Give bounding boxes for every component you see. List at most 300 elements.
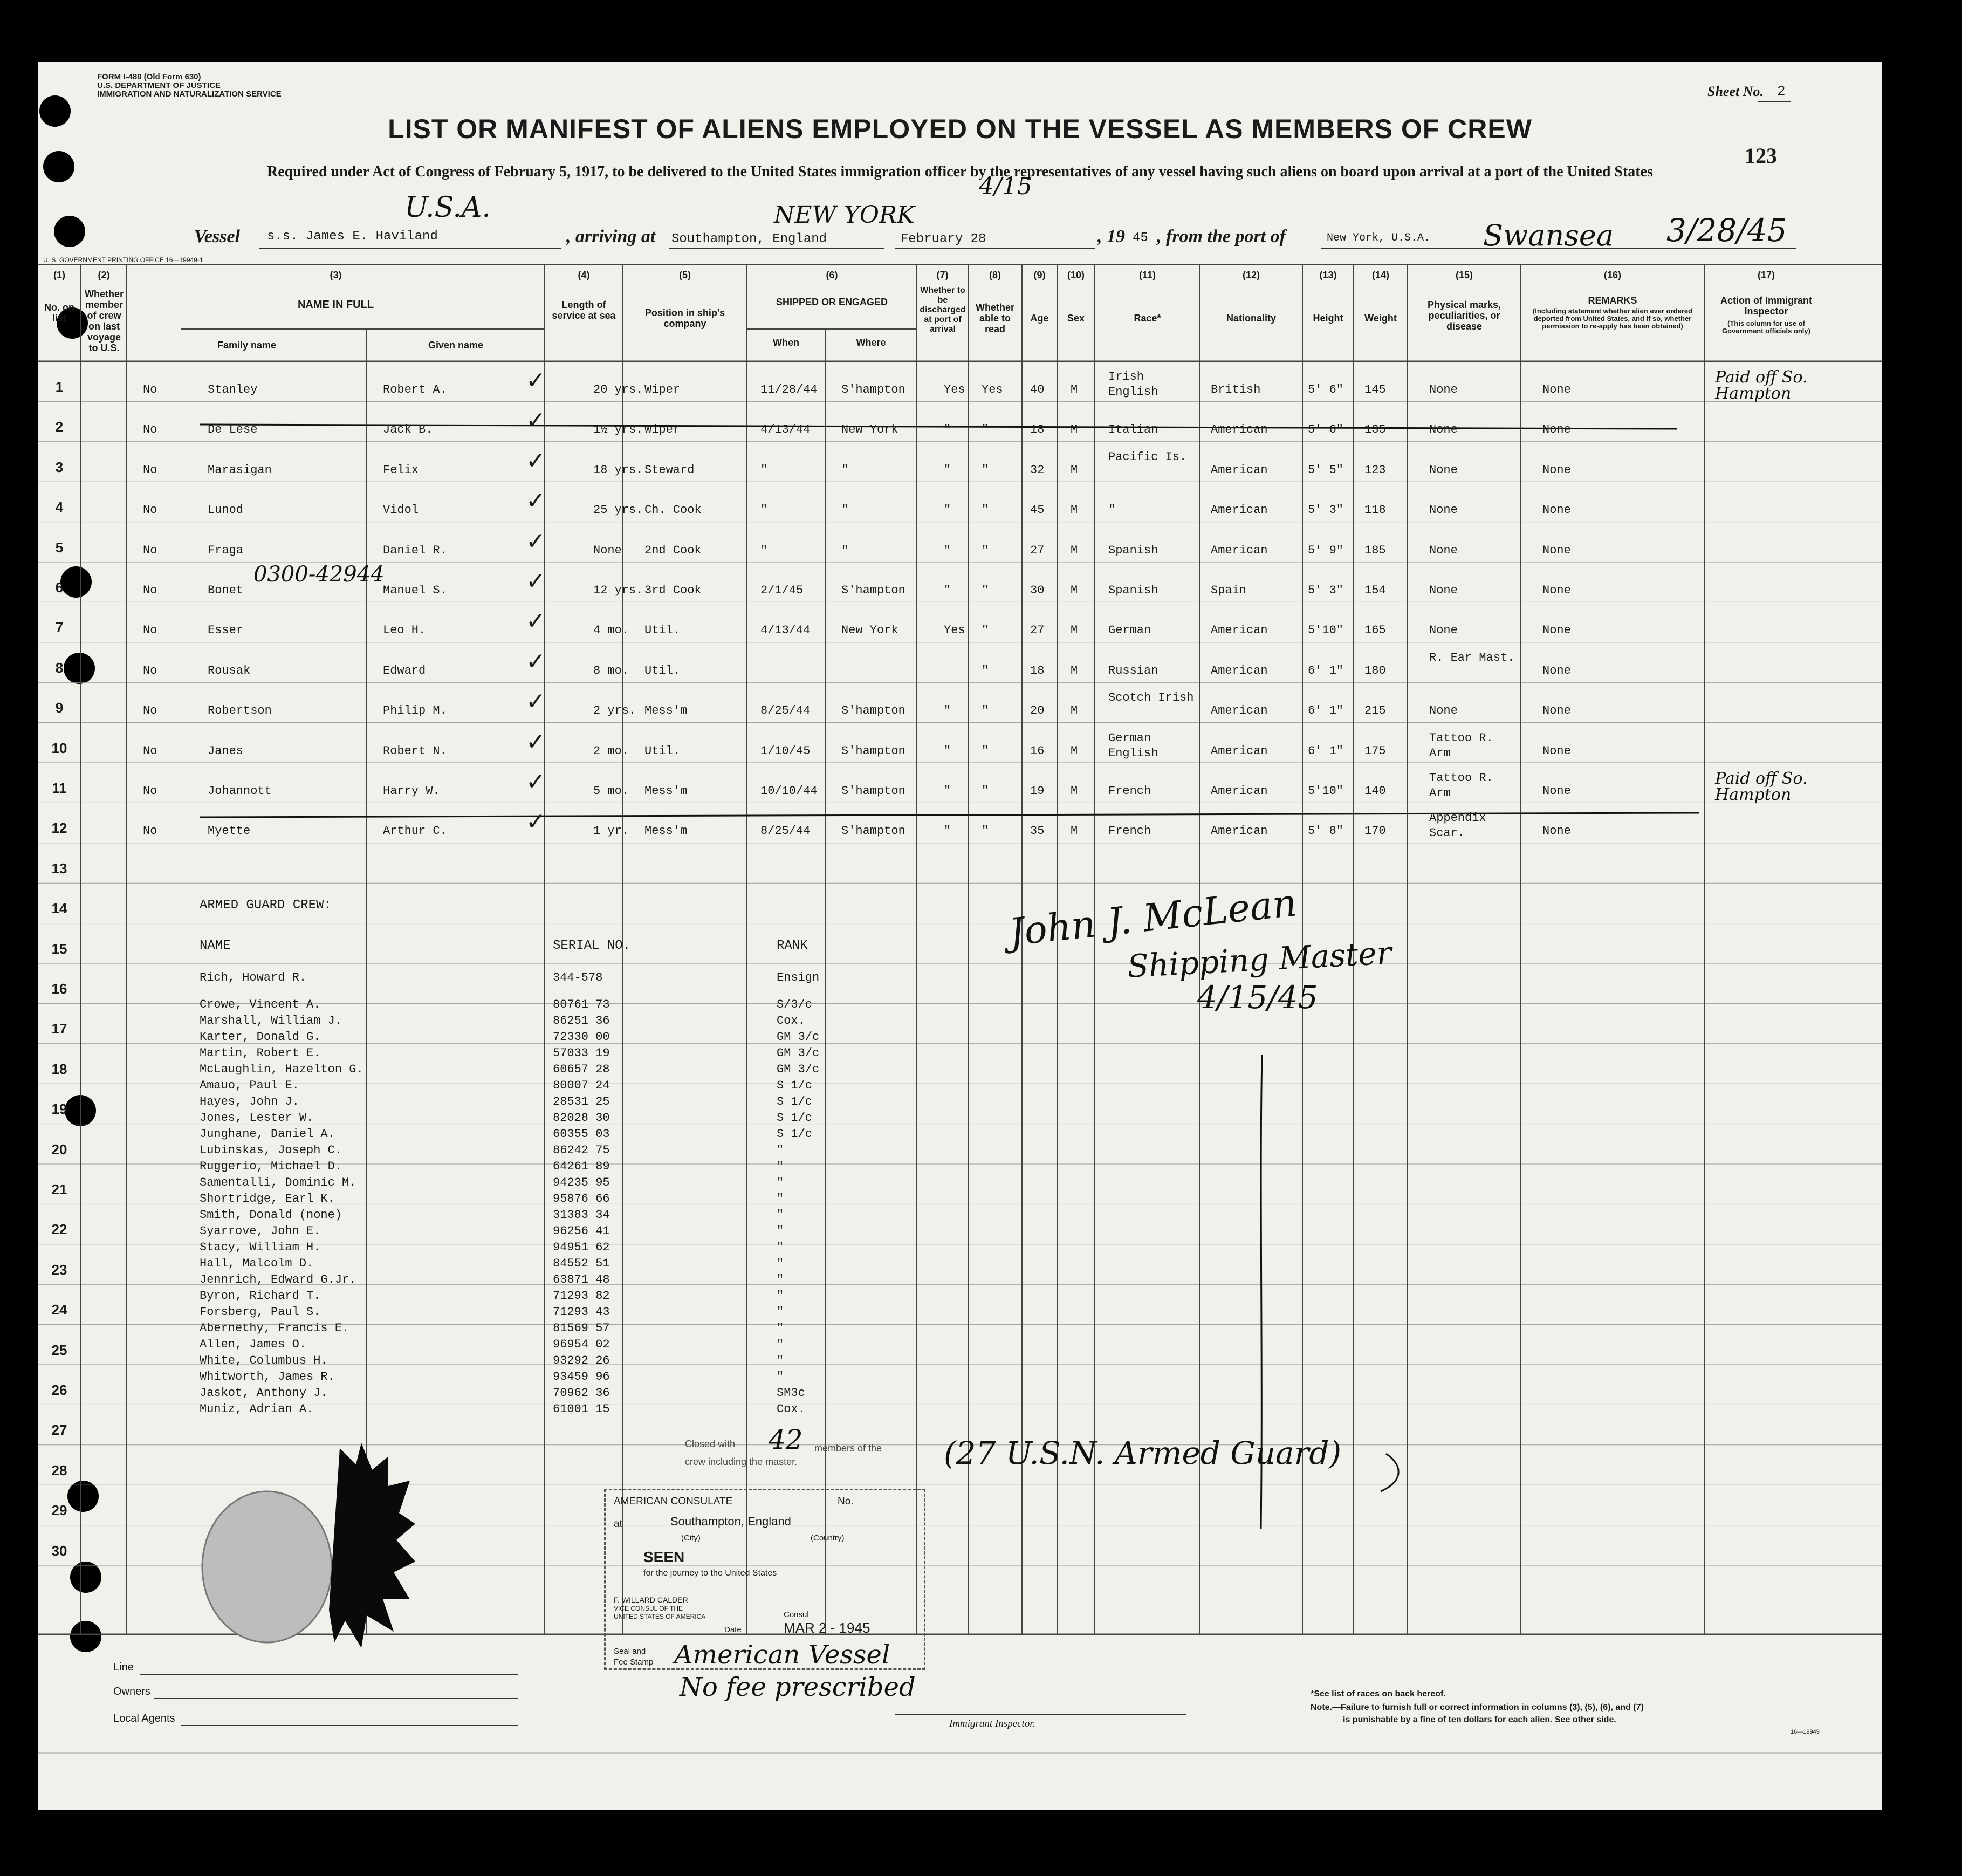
guard-serial: 72330 00 [553,1030,610,1044]
crew-nationality: American [1211,543,1268,557]
guard-serial: 71293 82 [553,1289,610,1303]
usa-handwritten: U.S.A. [404,191,491,224]
crew-age: 19 [1030,784,1045,798]
row-number: 3 [55,458,64,475]
check-mark: ✓ [526,527,546,555]
crew-weight: 215 [1364,704,1386,718]
guard-name: Muniz, Adrian A. [200,1402,314,1416]
crew-height: 5'10" [1308,784,1344,798]
crew-height: 5' 6" [1308,383,1344,396]
closed-count: 42 [769,1424,803,1455]
crew-discharge: " [944,784,951,798]
guard-name: Hall, Malcolm D. [200,1257,314,1270]
crew-given-name: Arthur C. [383,824,447,838]
crew-service-length: 25 yrs. [593,503,643,517]
col-header-action-note: (This column for use of Government officials only) [1722,319,1810,335]
crew-able-to-read: " [982,624,989,638]
crew-family-name: Rousak [208,663,251,677]
col-header-remarks: REMARKS [1588,295,1637,306]
crew-shipped-where: S'hampton [841,383,905,396]
guard-name: Junghane, Daniel A. [200,1127,335,1141]
guard-serial: 94951 62 [553,1241,610,1254]
crew-family-name: Janes [208,744,244,758]
crew-age: 32 [1030,463,1045,477]
crew-weight: 175 [1364,744,1386,758]
crew-physical-marks: Tattoo R. Arm [1429,771,1493,800]
crew-remarks: None [1542,663,1571,677]
guard-serial: 63871 48 [553,1273,610,1286]
row-number: 29 [51,1502,67,1519]
crew-nationality: British [1211,383,1261,396]
crew-physical-marks: None [1429,704,1458,718]
crew-given-name: Edward [383,663,426,677]
colnum-17: (17) [1757,270,1775,280]
crew-race: Russian [1108,663,1158,677]
crew-remarks: None [1542,463,1571,477]
guard-name: Shortridge, Earl K. [200,1192,335,1206]
check-mark: ✓ [526,567,546,595]
form-identifier: FORM I-480 (Old Form 630) U.S. DEPARTMENT OF JUSTICE IMMIGRATION AND NATURALIZATION SERVICE [97,72,282,99]
crew-able-to-read: " [982,663,989,677]
shipping-master-signature: John J. McLean [1007,880,1299,955]
consular-stamp: AMERICAN CONSULATE No. at Southampton, England (City) (Country) SEEN for the journey to the United States F. WILLARD CALDER VICE CONSUL OF THE UNITED STATES OF AMERICA Consul Date MAR 2 - 1945 Seal and Fee Stamp [604,1489,925,1670]
crew-service-length: 20 yrs. [593,383,643,396]
crew-shipped-where: S'hampton [841,824,905,838]
crew-prev-voyage: No [143,584,157,597]
crew-able-to-read: " [982,423,989,437]
guard-serial: 86242 75 [553,1144,610,1157]
crew-physical-marks: None [1429,383,1458,396]
crew-physical-marks: Tattoo R. Arm [1429,731,1493,760]
col-header-when: When [773,337,799,348]
crew-nationality: American [1211,784,1268,798]
crew-discharge: " [944,463,951,477]
crew-sex: M [1071,784,1078,798]
crew-weight: 165 [1364,624,1386,638]
crew-shipped-when: 4/13/44 [760,423,811,437]
guard-name: Jaskot, Anthony J. [200,1386,328,1400]
colnum-3: (3) [330,270,342,280]
crew-sex: M [1071,383,1078,396]
check-mark: ✓ [526,367,546,394]
guard-rank: GM 3/c [777,1030,820,1044]
row-number: 14 [51,900,67,917]
colnum-14: (14) [1371,270,1389,280]
crew-remarks: None [1542,383,1571,396]
signature-date: 4/15/45 [1197,979,1318,1016]
crew-service-length: 12 yrs. [593,584,643,597]
guard-serial: 71293 43 [553,1305,610,1319]
crew-nationality: American [1211,463,1268,477]
crew-remarks: None [1542,624,1571,638]
row-number: 1 [55,379,64,395]
crew-sex: M [1071,824,1078,838]
row-number: 12 [51,820,67,837]
crew-physical-marks: None [1429,624,1458,638]
crew-discharge: Yes [944,624,965,638]
guard-serial: 96256 41 [553,1224,610,1238]
crew-weight: 180 [1364,663,1386,677]
crew-shipped-when: 1/10/45 [760,744,811,758]
guard-rank: " [777,1176,784,1189]
guard-rank: Cox. [777,1402,805,1416]
crew-shipped-when: " [760,543,768,557]
guard-name: Forsberg, Paul S. [200,1305,321,1319]
crew-able-to-read: " [982,744,989,758]
crew-position: Wiper [644,383,681,396]
guard-name: Allen, James O. [200,1338,307,1351]
crew-given-name: Robert A. [383,383,447,396]
crew-age: 20 [1030,704,1045,718]
crew-service-length: 8 mo. [593,663,629,677]
colnum-8: (8) [989,270,1001,280]
crew-discharge: " [944,584,951,597]
crew-height: 6' 1" [1308,704,1344,718]
guard-name: Lubinskas, Joseph C. [200,1144,342,1157]
colnum-4: (4) [578,270,590,280]
crew-prev-voyage: No [143,744,157,758]
crew-able-to-read: " [982,704,989,718]
crew-nationality: Spain [1211,584,1247,597]
colnum-5: (5) [679,270,691,280]
crew-family-name: Marasigan [208,463,272,477]
crew-position: Mess'm [644,784,688,798]
check-mark: ✓ [526,447,546,475]
guard-name: Marshall, William J. [200,1014,342,1028]
row-number: 25 [51,1341,67,1358]
guard-rank: S/3/c [777,998,813,1011]
col-header-read: Whether able to read [976,302,1014,334]
fee-handwritten-2: No fee prescribed [680,1672,916,1702]
crew-shipped-when: 4/13/44 [760,624,811,638]
crew-race: German English [1108,731,1158,760]
inspector-action: Paid off So. Hampton [1715,769,1808,804]
races-note: *See list of races on back hereof. [1311,1689,1446,1699]
guard-rank: Ensign [777,971,820,984]
crew-sex: M [1071,543,1078,557]
crew-given-name: Vidol [383,503,419,517]
check-mark: ✓ [526,407,546,435]
crew-shipped-when: 2/1/45 [760,584,804,597]
colnum-9: (9) [1033,270,1046,280]
guard-serial: 31383 34 [553,1208,610,1222]
crew-physical-marks: None [1429,463,1458,477]
crew-shipped-where: S'hampton [841,584,905,597]
crew-position: Steward [644,463,695,477]
armed-guard-serial-label: SERIAL NO. [553,939,631,953]
from-port: New York, U.S.A. [1327,232,1431,244]
crew-race: French [1108,824,1151,838]
inspector-action: Paid off So. Hampton [1715,368,1808,403]
colnum-1: (1) [53,270,65,280]
fine-note: Note.—Failure to furnish full or correct information in columns (3), (5), (6), and (7) [1311,1703,1644,1712]
crew-family-name: Robertson [208,704,272,718]
crew-position: Mess'm [644,704,688,718]
crew-discharge: " [944,503,951,517]
inspector-label: Immigrant Inspector. [949,1718,1035,1729]
crew-discharge: " [944,543,951,557]
guard-serial: 60657 28 [553,1063,610,1076]
colnum-6: (6) [826,270,838,280]
handwritten-date-top: 4/15 [979,173,1032,200]
crew-age: 27 [1030,624,1045,638]
row-number: 22 [51,1221,67,1238]
guard-rank: " [777,1322,784,1335]
crew-discharge: Yes [944,383,965,396]
guard-rank: " [777,1305,784,1319]
crew-height: 5'10" [1308,624,1344,638]
check-mark: ✓ [526,688,546,716]
closed-prefix: Closed with [685,1439,736,1449]
col-header-discharge: Whether to be discharged at port of arrival [920,286,966,334]
colnum-10: (10) [1067,270,1085,280]
guard-name: Amauo, Paul E. [200,1079,299,1092]
crew-service-length: 4 mo. [593,624,629,638]
row-number: 23 [51,1261,67,1278]
col-header-no: No. on list [44,302,74,324]
guard-name: Smith, Donald (none) [200,1208,342,1222]
crew-shipped-where: " [841,463,849,477]
guard-name: Byron, Richard T. [200,1289,321,1303]
guard-rank: GM 3/c [777,1063,820,1076]
crew-able-to-read: " [982,503,989,517]
vessel-name: s.s. James E. Haviland [267,229,438,244]
crew-height: 6' 1" [1308,663,1344,677]
crew-sex: M [1071,584,1078,597]
crew-given-name: Harry W. [383,784,440,798]
row-number: 11 [52,780,67,796]
handwritten-port: NEW YORK [774,201,915,229]
check-mark: ✓ [526,487,546,515]
row-number: 19 [51,1101,67,1118]
crew-weight: 185 [1364,543,1386,557]
guard-serial: 93459 96 [553,1370,610,1384]
crew-nationality: American [1211,744,1268,758]
crew-nationality: American [1211,704,1268,718]
shipping-master-title: Shipping Master [1126,934,1392,985]
col-header-where: Where [856,337,886,348]
colnum-2: (2) [98,270,110,280]
guard-rank: S 1/c [777,1079,813,1092]
row-number: 4 [55,499,64,516]
crew-age: 45 [1030,503,1045,517]
crew-shipped-when: 10/10/44 [760,784,818,798]
arrival-date: February 28 [901,232,986,247]
crew-given-name: Philip M. [383,704,447,718]
colnum-11: (11) [1138,270,1156,280]
crew-height: 5' 3" [1308,584,1344,597]
crew-shipped-when: 8/25/44 [760,704,811,718]
crew-prev-voyage: No [143,423,157,437]
row-number: 18 [51,1060,67,1077]
guard-rank: Cox. [777,1014,805,1028]
crew-height: 5' 6" [1308,423,1344,437]
check-mark: ✓ [526,647,546,675]
crew-prev-voyage: No [143,383,157,396]
guard-serial: 57033 19 [553,1046,610,1060]
crew-sex: M [1071,663,1078,677]
guard-rank: " [777,1289,784,1303]
guard-serial: 70962 36 [553,1386,610,1400]
crew-family-name: Bonet [208,584,244,597]
row-number: 7 [55,619,64,636]
guard-rank: " [777,1192,784,1206]
colnum-13: (13) [1319,270,1337,280]
crew-given-name: Leo H. [383,624,426,638]
crew-physical-marks: Appendix Scar. [1429,811,1486,840]
crew-prev-voyage: No [143,784,157,798]
crew-weight: 154 [1364,584,1386,597]
crew-weight: 135 [1364,423,1386,437]
guard-serial: 81569 57 [553,1322,610,1335]
crew-family-name: De Lese [208,423,258,437]
crew-family-name: Fraga [208,543,244,557]
row-number: 2 [55,419,64,435]
crew-weight: 145 [1364,383,1386,396]
crew-service-length: 2 yrs. [593,704,636,718]
crew-remarks: None [1542,503,1571,517]
crew-weight: 170 [1364,824,1386,838]
crew-shipped-where: New York [841,423,898,437]
row-number: 8 [55,659,64,676]
crew-shipped-where: S'hampton [841,744,905,758]
armed-guard-heading: ARMED GUARD CREW: [200,898,332,913]
crew-remarks: None [1542,824,1571,838]
crew-discharge: " [944,824,951,838]
arriving-label: , arriving at [566,227,656,247]
col-header-race: Race* [1134,313,1161,324]
colnum-15: (15) [1455,270,1473,280]
crew-position: Wiper [644,423,681,437]
row-number: 17 [51,1021,67,1037]
crew-shipped-where: " [841,543,849,557]
crew-family-name: Stanley [208,383,258,396]
row-number: 24 [51,1302,67,1318]
row-number: 27 [51,1422,67,1439]
crew-race: Spanish [1108,584,1158,597]
crew-age: 16 [1030,744,1045,758]
crew-discharge: " [944,744,951,758]
col-header-service: Length of service at sea [552,299,616,321]
guard-serial: 80007 24 [553,1079,610,1092]
crew-race: Irish English [1108,370,1158,399]
crew-able-to-read: " [982,543,989,557]
crew-position: 3rd Cook [644,584,702,597]
crew-sex: M [1071,503,1078,517]
guard-serial: 95876 66 [553,1192,610,1206]
col-header-name: NAME IN FULL [297,299,374,311]
guard-rank: " [777,1354,784,1367]
from-port-label: , from the port of [1157,227,1286,247]
guard-name: Rich, Howard R. [200,971,307,984]
guard-name: Syarrove, John E. [200,1224,321,1238]
row-number: 13 [51,860,67,877]
handwritten-number: 0300-42944 [253,562,385,587]
crew-physical-marks: None [1429,503,1458,517]
guard-name: Jennrich, Edward G.Jr. [200,1273,356,1286]
crew-family-name: Esser [208,624,244,638]
crew-race: French [1108,784,1151,798]
guard-serial: 84552 51 [553,1257,610,1270]
guard-name: Hayes, John J. [200,1095,299,1108]
row-number: 30 [51,1542,67,1559]
crew-discharge: " [944,704,951,718]
crew-position: Util. [644,744,681,758]
crew-race: German [1108,624,1151,638]
crew-race: " [1108,503,1116,517]
crew-service-length: 5 mo. [593,784,629,798]
crew-sex: M [1071,423,1078,437]
fee-handwritten-1: American Vessel [674,1640,890,1670]
guard-name: Stacy, William H. [200,1241,321,1254]
crew-shipped-where: New York [841,624,898,638]
row-number: 5 [55,539,64,556]
row-number: 9 [55,700,64,716]
guard-serial: 86251 36 [553,1014,610,1028]
guard-rank: " [777,1241,784,1254]
closed-line2: crew including the master. [685,1456,798,1467]
crew-position: Mess'm [644,824,688,838]
guard-name: Abernethy, Francis E. [200,1322,349,1335]
stamp-date: MAR 2 - 1945 [784,1620,870,1636]
crew-age: 27 [1030,543,1045,557]
page-subtitle: Required under Act of Congress of February 5, 1917, to be delivered to the United States immigration officer by the representatives of any vessel having such aliens on board upon arrival at a port of the United States [267,163,1653,180]
crew-able-to-read: " [982,463,989,477]
armed-guard-rank-label: RANK [777,939,808,953]
crew-physical-marks: None [1429,423,1458,437]
crew-family-name: Lunod [208,503,244,517]
col-header-position: Position in ship's company [644,307,725,329]
guard-serial: 93292 26 [553,1354,610,1367]
guard-rank: " [777,1224,784,1238]
crew-position: Util. [644,624,681,638]
crew-service-length: 1 yr. [593,824,629,838]
colnum-16: (16) [1603,270,1621,280]
row-number: 21 [51,1181,67,1197]
guard-serial: 94235 95 [553,1176,610,1189]
check-mark: ✓ [526,808,546,836]
col-header-sex: Sex [1067,313,1085,324]
crew-shipped-where: " [841,503,849,517]
crew-race: Italian [1108,423,1158,437]
guard-name: Samentalli, Dominic M. [200,1176,356,1189]
crew-able-to-read: Yes [982,383,1003,396]
crew-prev-voyage: No [143,543,157,557]
row-number: 26 [51,1382,67,1398]
vessel-label: Vessel [194,227,240,247]
crew-nationality: American [1211,503,1268,517]
crew-age: 18 [1030,663,1045,677]
crew-weight: 118 [1364,503,1386,517]
footer-line-label: Line [113,1661,134,1673]
crew-shipped-when: " [760,503,768,517]
guard-serial: 64261 89 [553,1160,610,1173]
crew-physical-marks: None [1429,543,1458,557]
guard-rank: " [777,1370,784,1384]
crew-prev-voyage: No [143,624,157,638]
guard-rank: S 1/c [777,1127,813,1141]
crew-nationality: American [1211,624,1268,638]
from-port-handwritten: Swansea [1483,218,1614,252]
colnum-7: (7) [936,270,949,280]
crew-height: 5' 3" [1308,503,1344,517]
crew-race: Spanish [1108,543,1158,557]
col-header-shipped: SHIPPED OR ENGAGED [776,297,888,307]
col-header-remarks-note: (Including statement whether alien ever ordered deported from United States, and if so, whether permission to re-apply has been obtained) [1532,307,1693,330]
armed-guard-note: (27 U.S.N. Armed Guard) [944,1435,1342,1471]
guard-serial: 28531 25 [553,1095,610,1108]
guard-rank: S 1/c [777,1111,813,1125]
